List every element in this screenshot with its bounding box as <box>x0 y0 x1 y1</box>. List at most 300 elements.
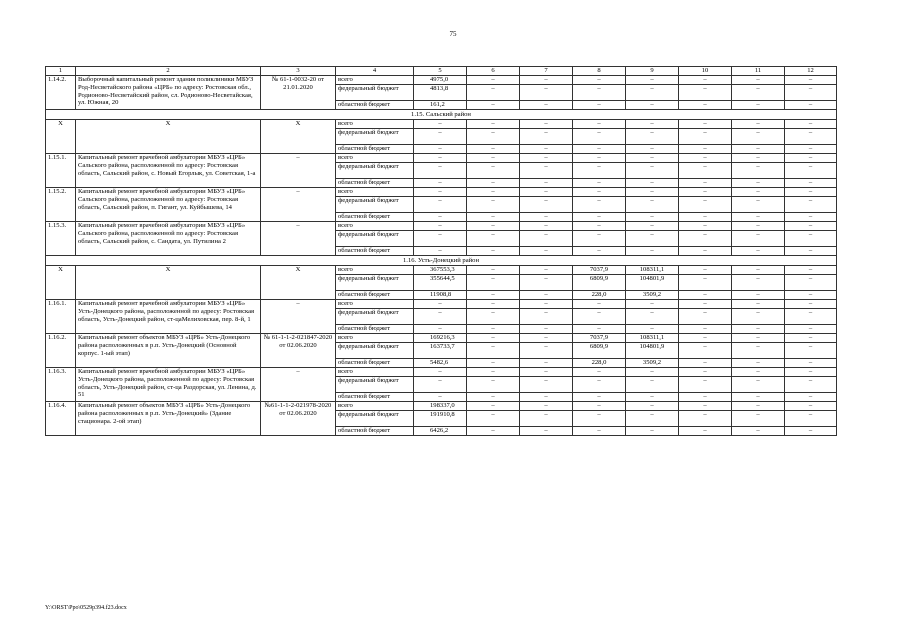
column-number-cell: 12 <box>785 67 837 76</box>
value-cell: – <box>785 325 837 334</box>
value-cell: – <box>785 359 837 368</box>
document-cell: Х <box>261 120 336 154</box>
section-title: 1.15. Сальский район <box>46 110 837 120</box>
value-cell: – <box>520 427 573 436</box>
value-cell: – <box>414 129 467 145</box>
budget-source-label: всего <box>336 154 414 163</box>
value-cell: – <box>520 120 573 129</box>
value-cell: – <box>626 85 679 101</box>
value-cell: – <box>679 411 732 427</box>
value-cell: – <box>732 154 785 163</box>
value-cell: – <box>626 377 679 393</box>
value-cell: – <box>679 163 732 179</box>
value-cell: – <box>626 309 679 325</box>
value-cell: – <box>467 145 520 154</box>
value-cell: – <box>785 368 837 377</box>
value-cell: 7037,9 <box>573 334 626 343</box>
value-cell: – <box>573 76 626 85</box>
budget-source-label: всего <box>336 222 414 231</box>
document-cell: № 61-1-1-2-021847-2020 от 02.06.2020 <box>261 334 336 368</box>
value-cell: 7037,9 <box>573 266 626 275</box>
value-cell: – <box>414 145 467 154</box>
budget-source-label: областной бюджет <box>336 325 414 334</box>
value-cell: – <box>520 154 573 163</box>
item-name-cell: Выборочный капитальный ремонт здания поликлиники МБУЗ Род-Несветайского района «ЦРБ» по адресу: Ростовская обл., Родионово-Несветайский район, сл. Родионово-Несветайская, ул. Южная, 20 <box>76 76 261 110</box>
value-cell: – <box>520 266 573 275</box>
value-cell: – <box>467 163 520 179</box>
value-cell: – <box>520 334 573 343</box>
item-name-cell: Капитальный ремонт врачебной амбулатории МБУЗ «ЦРБ» Усть-Донецкого района, расположенной по адресу: Ростовская область, Усть-Донецкий район, ст-цаМелиховская, пер. 8-й, 1 <box>76 300 261 334</box>
value-cell: – <box>785 300 837 309</box>
value-cell: 3509,2 <box>626 359 679 368</box>
value-cell: – <box>679 213 732 222</box>
item-name-cell: Капитальный ремонт врачебной амбулатории МБУЗ «ЦРБ» Усть-Донецкого района, расположенной по адресу: Ростовская область, Усть-Донецкий район, ст-ца Раздорская, ул. Ленина, д. 51 <box>76 368 261 402</box>
value-cell: – <box>467 368 520 377</box>
budget-source-label: федеральный бюджет <box>336 275 414 291</box>
value-cell: – <box>626 163 679 179</box>
value-cell: – <box>414 163 467 179</box>
value-cell: – <box>414 222 467 231</box>
value-cell: – <box>520 188 573 197</box>
budget-table <box>45 66 837 436</box>
budget-source-label: областной бюджет <box>336 291 414 300</box>
value-cell: – <box>626 393 679 402</box>
value-cell: – <box>414 179 467 188</box>
value-cell: – <box>679 231 732 247</box>
value-cell: – <box>467 411 520 427</box>
value-cell: – <box>732 85 785 101</box>
value-cell: – <box>679 101 732 110</box>
value-cell: – <box>573 377 626 393</box>
budget-source-label: областной бюджет <box>336 179 414 188</box>
value-cell: – <box>732 343 785 359</box>
value-cell: – <box>573 213 626 222</box>
value-cell: – <box>467 120 520 129</box>
table-row <box>46 222 837 231</box>
document-cell: № 61-1-0032-20 от 21.01.2020 <box>261 76 336 110</box>
value-cell: – <box>573 368 626 377</box>
item-number-cell: 1.16.2. <box>46 334 76 368</box>
budget-source-label: всего <box>336 76 414 85</box>
value-cell: – <box>679 291 732 300</box>
column-number-cell: 7 <box>520 67 573 76</box>
item-number-cell: 1.15.3. <box>46 222 76 256</box>
value-cell: – <box>414 231 467 247</box>
value-cell: – <box>679 85 732 101</box>
value-cell: – <box>573 325 626 334</box>
value-cell: – <box>679 427 732 436</box>
value-cell: – <box>679 309 732 325</box>
value-cell: – <box>520 359 573 368</box>
item-number-cell: 1.15.1. <box>46 154 76 188</box>
budget-source-label: федеральный бюджет <box>336 197 414 213</box>
value-cell: – <box>626 154 679 163</box>
value-cell: – <box>467 129 520 145</box>
value-cell: 104801,9 <box>626 275 679 291</box>
value-cell: 11908,8 <box>414 291 467 300</box>
item-name-cell: Капитальный ремонт врачебной амбулатории МБУЗ «ЦРБ» Сальского района, расположенной по адресу: Ростовская область, Сальский район, с. Новый Егорлык, ул. Советская, 1-а <box>76 154 261 188</box>
value-cell: – <box>467 300 520 309</box>
budget-source-label: областной бюджет <box>336 145 414 154</box>
item-number-cell: 1.16.1. <box>46 300 76 334</box>
value-cell: – <box>626 402 679 411</box>
value-cell: – <box>626 179 679 188</box>
document-cell: №61-1-1-2-021978-2020 от 02.06.2020 <box>261 402 336 436</box>
value-cell: – <box>732 325 785 334</box>
value-cell: – <box>573 85 626 101</box>
value-cell: – <box>679 120 732 129</box>
value-cell: – <box>679 266 732 275</box>
document-cell: Х <box>261 266 336 300</box>
value-cell: – <box>520 231 573 247</box>
value-cell: – <box>785 120 837 129</box>
value-cell: – <box>679 343 732 359</box>
value-cell: – <box>573 145 626 154</box>
value-cell: – <box>520 325 573 334</box>
column-number-cell: 9 <box>626 67 679 76</box>
value-cell: – <box>520 411 573 427</box>
budget-source-label: федеральный бюджет <box>336 129 414 145</box>
value-cell: – <box>573 231 626 247</box>
value-cell: – <box>414 300 467 309</box>
budget-source-label: областной бюджет <box>336 427 414 436</box>
value-cell: – <box>785 377 837 393</box>
value-cell: – <box>732 300 785 309</box>
budget-source-label: областной бюджет <box>336 101 414 110</box>
item-name-cell: Капитальный ремонт объектов МБУЗ «ЦРБ» Усть-Донецкого района расположенных в р.п. Усть-Донецкий» (Здание стационара. 2-ой этап) <box>76 402 261 436</box>
value-cell: – <box>414 393 467 402</box>
file-path-footer: Y:\ORST\Ppo\0529p394.f23.docx <box>45 605 127 611</box>
value-cell: – <box>732 368 785 377</box>
value-cell: – <box>467 188 520 197</box>
value-cell: – <box>573 247 626 256</box>
value-cell: – <box>467 197 520 213</box>
value-cell: – <box>679 247 732 256</box>
value-cell: – <box>467 291 520 300</box>
value-cell: – <box>732 402 785 411</box>
value-cell: – <box>467 213 520 222</box>
value-cell: – <box>785 101 837 110</box>
table-row <box>46 300 837 309</box>
value-cell: – <box>785 343 837 359</box>
value-cell: – <box>573 427 626 436</box>
budget-source-label: федеральный бюджет <box>336 309 414 325</box>
item-number-cell: 1.14.2. <box>46 76 76 110</box>
value-cell: – <box>467 309 520 325</box>
value-cell: – <box>414 154 467 163</box>
value-cell: – <box>626 145 679 154</box>
value-cell: – <box>732 101 785 110</box>
value-cell: – <box>679 402 732 411</box>
table-row <box>46 334 837 343</box>
value-cell: – <box>785 154 837 163</box>
table-row <box>46 402 837 411</box>
value-cell: – <box>679 300 732 309</box>
value-cell: – <box>732 247 785 256</box>
value-cell: – <box>732 334 785 343</box>
value-cell: – <box>414 368 467 377</box>
value-cell: 6426,2 <box>414 427 467 436</box>
item-name-cell: Капитальный ремонт врачебной амбулатории МБУЗ «ЦРБ» Сальского района, расположенной по адресу: Ростовская область, Сальский район, с. Сандата, ул. Путилина 2 <box>76 222 261 256</box>
value-cell: – <box>414 309 467 325</box>
value-cell: – <box>520 393 573 402</box>
value-cell: – <box>785 291 837 300</box>
document-cell: – <box>261 222 336 256</box>
value-cell: 198337,0 <box>414 402 467 411</box>
value-cell: – <box>573 222 626 231</box>
value-cell: – <box>520 85 573 101</box>
column-number-cell: 11 <box>732 67 785 76</box>
page-number: 75 <box>449 30 457 38</box>
value-cell: – <box>467 359 520 368</box>
value-cell: – <box>785 427 837 436</box>
item-number-cell: Х <box>46 120 76 154</box>
table-body <box>46 67 837 436</box>
value-cell: – <box>732 213 785 222</box>
value-cell: – <box>679 188 732 197</box>
column-number-cell: 10 <box>679 67 732 76</box>
value-cell: – <box>573 309 626 325</box>
budget-source-label: всего <box>336 334 414 343</box>
section-heading-row <box>46 110 837 120</box>
value-cell: – <box>626 213 679 222</box>
budget-source-label: всего <box>336 266 414 275</box>
value-cell: – <box>679 325 732 334</box>
value-cell: – <box>467 85 520 101</box>
value-cell: – <box>414 247 467 256</box>
value-cell: – <box>679 154 732 163</box>
value-cell: – <box>732 179 785 188</box>
value-cell: – <box>467 377 520 393</box>
item-name-cell: Х <box>76 120 261 154</box>
value-cell: – <box>785 266 837 275</box>
item-name-cell: Х <box>76 266 261 300</box>
value-cell: – <box>573 188 626 197</box>
value-cell: – <box>520 377 573 393</box>
budget-source-label: всего <box>336 368 414 377</box>
value-cell: – <box>467 393 520 402</box>
budget-source-label: всего <box>336 300 414 309</box>
value-cell: – <box>467 266 520 275</box>
value-cell: 5482,6 <box>414 359 467 368</box>
budget-source-label: всего <box>336 402 414 411</box>
value-cell: – <box>732 359 785 368</box>
budget-source-label: областной бюджет <box>336 393 414 402</box>
value-cell: – <box>732 231 785 247</box>
column-number-cell: 5 <box>414 67 467 76</box>
value-cell: – <box>626 120 679 129</box>
item-number-cell: 1.16.3. <box>46 368 76 402</box>
value-cell: – <box>626 231 679 247</box>
value-cell: – <box>626 129 679 145</box>
section-title: 1.16. Усть-Донецкий район <box>46 256 837 266</box>
value-cell: – <box>785 402 837 411</box>
value-cell: – <box>679 368 732 377</box>
budget-source-label: областной бюджет <box>336 213 414 222</box>
value-cell: – <box>467 427 520 436</box>
value-cell: – <box>732 266 785 275</box>
value-cell: 4975,0 <box>414 76 467 85</box>
value-cell: – <box>785 275 837 291</box>
value-cell: – <box>573 197 626 213</box>
budget-source-label: всего <box>336 188 414 197</box>
value-cell: – <box>626 300 679 309</box>
value-cell: – <box>679 76 732 85</box>
budget-source-label: областной бюджет <box>336 359 414 368</box>
value-cell: 367553,3 <box>414 266 467 275</box>
value-cell: – <box>679 179 732 188</box>
value-cell: – <box>414 197 467 213</box>
value-cell: – <box>520 402 573 411</box>
value-cell: – <box>467 247 520 256</box>
budget-source-label: областной бюджет <box>336 247 414 256</box>
document-cell: – <box>261 154 336 188</box>
value-cell: – <box>785 76 837 85</box>
value-cell: 6809,9 <box>573 275 626 291</box>
value-cell: 355644,5 <box>414 275 467 291</box>
item-number-cell: 1.16.4. <box>46 402 76 436</box>
column-number-cell: 6 <box>467 67 520 76</box>
column-number-cell: 4 <box>336 67 414 76</box>
value-cell: – <box>520 213 573 222</box>
value-cell: 108311,1 <box>626 334 679 343</box>
value-cell: 108311,1 <box>626 266 679 275</box>
value-cell: – <box>785 393 837 402</box>
value-cell: 104801,9 <box>626 343 679 359</box>
value-cell: – <box>467 231 520 247</box>
value-cell: – <box>732 377 785 393</box>
value-cell: – <box>467 101 520 110</box>
value-cell: – <box>467 343 520 359</box>
value-cell: – <box>626 76 679 85</box>
value-cell: – <box>785 197 837 213</box>
value-cell: – <box>626 368 679 377</box>
item-name-cell: Капитальный ремонт врачебной амбулатории МБУЗ «ЦРБ» Сальского района, расположенной по адресу: Ростовская область, Сальский район, п. Гигант, ул. Куйбышева, 14 <box>76 188 261 222</box>
value-cell: – <box>626 247 679 256</box>
value-cell: – <box>467 76 520 85</box>
item-number-cell: Х <box>46 266 76 300</box>
budget-source-label: федеральный бюджет <box>336 231 414 247</box>
value-cell: – <box>785 334 837 343</box>
budget-source-label: всего <box>336 120 414 129</box>
section-heading-row <box>46 256 837 266</box>
column-number-row <box>46 67 837 76</box>
value-cell: – <box>679 334 732 343</box>
value-cell: – <box>467 222 520 231</box>
value-cell: – <box>467 402 520 411</box>
value-cell: – <box>520 222 573 231</box>
value-cell: – <box>732 275 785 291</box>
value-cell: – <box>520 343 573 359</box>
value-cell: – <box>732 291 785 300</box>
value-cell: – <box>467 325 520 334</box>
value-cell: – <box>573 179 626 188</box>
value-cell: – <box>520 101 573 110</box>
value-cell: 169216,3 <box>414 334 467 343</box>
value-cell: – <box>785 411 837 427</box>
table-row <box>46 154 837 163</box>
value-cell: 3509,2 <box>626 291 679 300</box>
value-cell: – <box>573 411 626 427</box>
item-number-cell: 1.15.2. <box>46 188 76 222</box>
value-cell: – <box>732 188 785 197</box>
value-cell: – <box>785 213 837 222</box>
value-cell: – <box>679 393 732 402</box>
value-cell: – <box>785 247 837 256</box>
value-cell: – <box>520 368 573 377</box>
budget-source-label: федеральный бюджет <box>336 411 414 427</box>
value-cell: – <box>573 393 626 402</box>
value-cell: – <box>520 300 573 309</box>
value-cell: – <box>573 402 626 411</box>
value-cell: – <box>679 275 732 291</box>
value-cell: – <box>467 154 520 163</box>
value-cell: – <box>732 309 785 325</box>
value-cell: – <box>785 222 837 231</box>
value-cell: – <box>785 163 837 179</box>
value-cell: 161,2 <box>414 101 467 110</box>
value-cell: – <box>520 163 573 179</box>
value-cell: – <box>414 377 467 393</box>
value-cell: – <box>785 85 837 101</box>
value-cell: – <box>520 197 573 213</box>
value-cell: – <box>520 309 573 325</box>
value-cell: 228,0 <box>573 291 626 300</box>
value-cell: – <box>626 101 679 110</box>
value-cell: – <box>626 188 679 197</box>
value-cell: – <box>573 120 626 129</box>
value-cell: – <box>414 188 467 197</box>
value-cell: – <box>626 197 679 213</box>
value-cell: – <box>732 163 785 179</box>
value-cell: – <box>573 163 626 179</box>
value-cell: – <box>679 222 732 231</box>
value-cell: – <box>573 101 626 110</box>
item-name-cell: Капитальный ремонт объектов МБУЗ «ЦРБ» Усть-Донецкого района расположенных в р.п. Усть-Донецкий (Основной корпус. 1-ый этап) <box>76 334 261 368</box>
budget-source-label: федеральный бюджет <box>336 85 414 101</box>
value-cell: – <box>679 129 732 145</box>
value-cell: – <box>785 309 837 325</box>
value-cell: – <box>785 188 837 197</box>
value-cell: – <box>573 154 626 163</box>
value-cell: – <box>414 325 467 334</box>
value-cell: – <box>732 427 785 436</box>
document-cell: – <box>261 368 336 402</box>
value-cell: – <box>732 129 785 145</box>
value-cell: 4813,8 <box>414 85 467 101</box>
budget-source-label: федеральный бюджет <box>336 343 414 359</box>
value-cell: – <box>732 411 785 427</box>
value-cell: 228,0 <box>573 359 626 368</box>
table-row <box>46 76 837 85</box>
document-cell: – <box>261 188 336 222</box>
value-cell: – <box>414 120 467 129</box>
value-cell: 191910,8 <box>414 411 467 427</box>
value-cell: – <box>520 145 573 154</box>
value-cell: – <box>679 377 732 393</box>
table-row <box>46 188 837 197</box>
value-cell: – <box>520 247 573 256</box>
table-row <box>46 266 837 275</box>
document-cell: – <box>261 300 336 334</box>
value-cell: – <box>679 197 732 213</box>
value-cell: – <box>732 76 785 85</box>
value-cell: – <box>732 120 785 129</box>
value-cell: – <box>520 179 573 188</box>
value-cell: – <box>414 213 467 222</box>
value-cell: – <box>732 145 785 154</box>
value-cell: – <box>679 359 732 368</box>
